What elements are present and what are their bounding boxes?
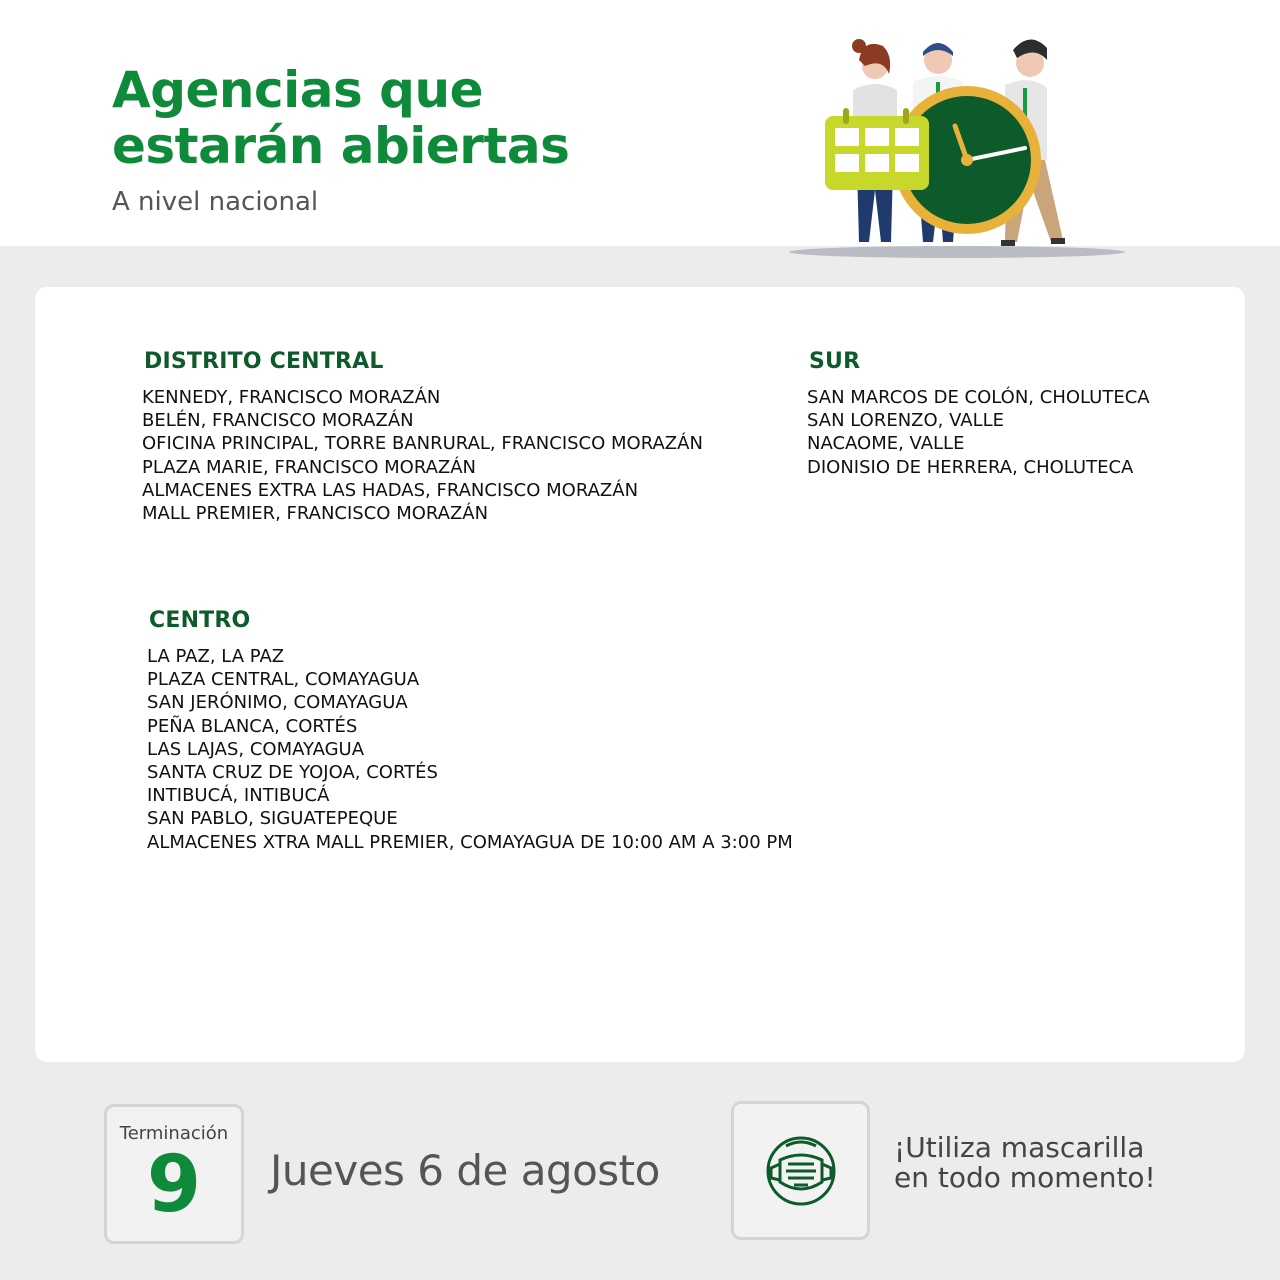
page-title: [112, 62, 569, 174]
list-item: NACAOME, VALLE: [807, 433, 965, 455]
list-item: SAN LORENZO, VALLE: [807, 410, 1005, 432]
list-item: BELÉN, FRANCISCO MORAZÁN: [142, 410, 414, 432]
list-item: PLAZA MARIE, FRANCISCO MORAZÁN: [142, 456, 477, 478]
mask-reminder: [894, 1133, 1156, 1193]
list-item: MALL PREMIER, FRANCISCO MORAZÁN: [142, 503, 489, 525]
section-distrito-central: [142, 349, 703, 525]
mask-icon-box: [731, 1101, 870, 1240]
agency-list-sur: [807, 386, 1150, 479]
title-line-1: Agencias que: [112, 61, 483, 119]
mask-reminder-line-1: ¡Utiliza mascarilla: [894, 1131, 1145, 1164]
section-centro: [147, 608, 793, 854]
list-item: KENNEDY, FRANCISCO MORAZÁN: [142, 387, 441, 408]
list-item: ALMACENES EXTRA LAS HADAS, FRANCISCO MORAZÁN: [142, 479, 639, 501]
list-item: SAN JERÓNIMO, COMAYAGUA: [147, 692, 408, 714]
page-subtitle: A nivel nacional: [112, 187, 319, 217]
list-item: DIONISIO DE HERRERA, CHOLUTECA: [807, 456, 1134, 478]
agencies-card: [35, 287, 1245, 1062]
list-item: PLAZA CENTRAL, COMAYAGUA: [147, 669, 420, 691]
agency-list-distrito-central: [142, 386, 703, 525]
list-item: INTIBUCÁ, INTIBUCÁ: [147, 785, 330, 807]
section-title-sur: SUR: [809, 349, 861, 374]
ground-shadow: [789, 246, 1125, 258]
list-item: SAN PABLO, SIGUATEPEQUE: [147, 808, 398, 830]
list-item: SANTA CRUZ DE YOJOA, CORTÉS: [147, 762, 438, 784]
agency-list-centro: [147, 645, 793, 854]
section-title-centro: CENTRO: [149, 608, 251, 633]
list-item: PEÑA BLANCA, CORTÉS: [147, 715, 358, 737]
list-item: OFICINA PRINCIPAL, TORRE BANRURAL, FRANCISCO MORAZÁN: [142, 433, 703, 455]
termination-label: Terminación: [119, 1123, 229, 1144]
termination-badge: [104, 1104, 244, 1244]
title-line-2: estarán abiertas: [112, 117, 570, 175]
section-sur: [807, 349, 1150, 479]
list-item: LAS LAJAS, COMAYAGUA: [147, 738, 365, 760]
list-item: LA PAZ, LA PAZ: [147, 646, 285, 667]
mask-reminder-line-2: en todo momento!: [894, 1161, 1156, 1194]
staff-illustration: [785, 30, 1135, 270]
list-item: ALMACENES XTRA MALL PREMIER, COMAYAGUA DE 10:00 AM A 3:00 PM: [147, 831, 793, 853]
section-title-distrito-central: DISTRITO CENTRAL: [144, 349, 384, 374]
face-mask-icon: [764, 1134, 838, 1208]
list-item: SAN MARCOS DE COLÓN, CHOLUTECA: [807, 387, 1150, 408]
termination-number: 9: [146, 1140, 202, 1230]
calendar-icon: [825, 108, 929, 190]
date-text: Jueves 6 de agosto: [270, 1146, 660, 1195]
